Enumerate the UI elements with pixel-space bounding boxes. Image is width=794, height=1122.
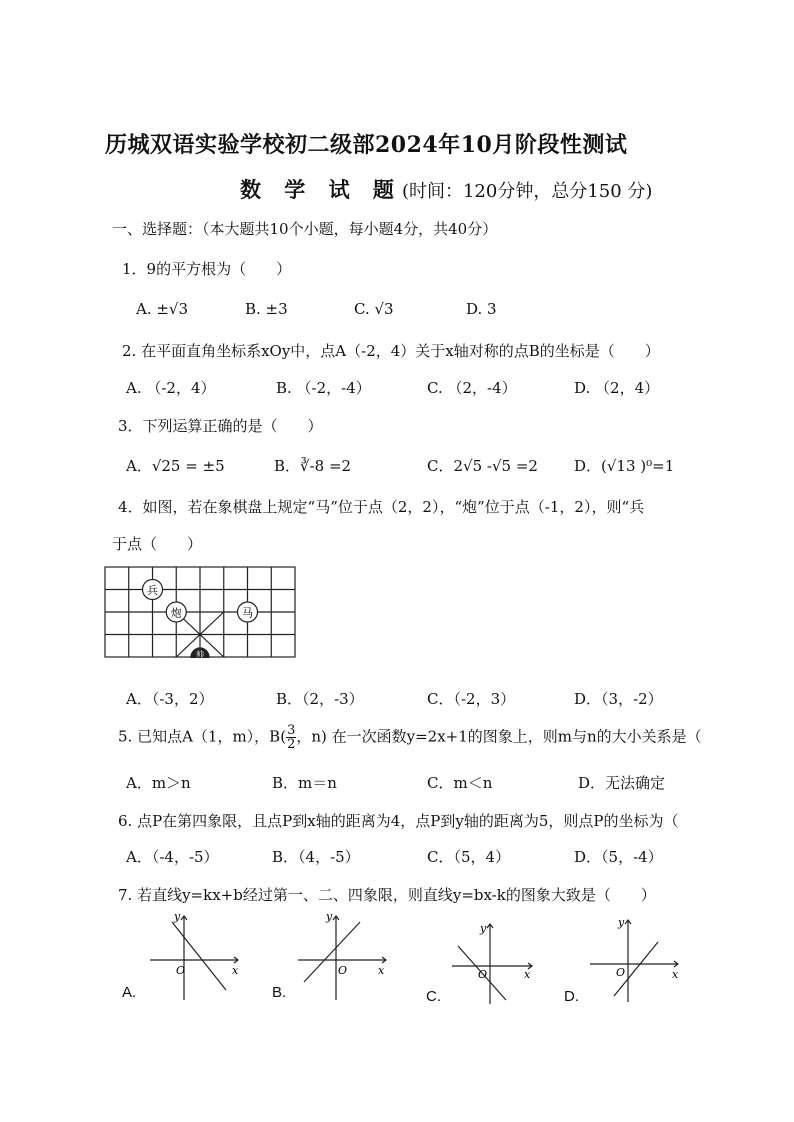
q5-option-d: D．无法确定	[578, 774, 666, 792]
q6-option-c: C．（5，4）	[427, 848, 511, 866]
exam-subtitle	[240, 174, 652, 204]
q7-graph-b-x-label: x	[378, 964, 385, 977]
q2-option-b: B. （-2，-4）	[276, 379, 371, 397]
q7-graph-c-y-label: y	[480, 922, 487, 935]
q5-stem-pre: 5. 已知点A（1，m），B(	[118, 727, 287, 746]
q3-option-c: C．2√5 -√5 =2	[427, 457, 538, 475]
q4-option-d: D．（3，-2）	[574, 690, 663, 708]
q4-option-a: A．（-3，2）	[126, 690, 214, 708]
q7-stem: 7. 若直线y=kx+b经过第一、二、四象限，则直线y=bx-k的图象大致是（ ）	[118, 886, 656, 904]
q1-option-b: B. ±3	[245, 300, 288, 318]
q3-option-a: A．√25 = ±5	[126, 457, 225, 475]
q6-option-a: A．（-4，-5）	[126, 848, 219, 866]
q6-option-b: B．（4，-5）	[272, 848, 360, 866]
q7-option-a: A.	[122, 984, 137, 1001]
q5-fraction-numerator: 3	[287, 723, 296, 738]
piece-ma	[238, 602, 258, 622]
q4-option-c: C．（-2，3）	[427, 690, 516, 708]
piece-bing	[143, 580, 163, 600]
q1-option-d: D. 3	[466, 300, 497, 318]
q5-stem	[118, 724, 702, 751]
q2-option-c: C. （2，-4）	[427, 379, 517, 397]
q1-option-c: C. √3	[354, 300, 394, 318]
piece-pao-label: 炮	[170, 606, 182, 620]
q7-graph-c	[448, 918, 548, 1010]
subject-title: 数 学 试 题	[240, 177, 402, 202]
q3-option-b: B．∛-8 =2	[274, 457, 352, 475]
q1-option-a: A. ±√3	[136, 300, 189, 318]
chess-board-figure	[104, 566, 296, 658]
q7-option-b: B.	[272, 984, 287, 1001]
q2-option-d: D. （2，4）	[574, 379, 660, 397]
q4-stem: 4．如图，若在象棋盘上规定“马”位于点（2，2），“炮”位于点（-1，2），则“兵	[118, 498, 645, 516]
q7-graph-d	[588, 914, 688, 1006]
exam-title: 历城双语实验学校初二级部2024年10月阶段性测试	[105, 132, 628, 158]
q7-graph-b-y-label: y	[326, 910, 333, 923]
q7-graph-c-origin: O	[478, 968, 488, 981]
q7-graph-a-x-label: x	[232, 964, 239, 977]
exam-meta: (时间：120分钟，总分150 分)	[401, 181, 653, 202]
piece-pao	[166, 602, 186, 622]
q7-option-d: D.	[564, 988, 579, 1005]
q3-stem: 3．下列运算正确的是（ ）	[118, 417, 323, 435]
q2-option-a: A. （-2，4）	[126, 379, 216, 397]
q6-stem: 6. 点P在第四象限，且点P到x轴的距离为4，点P到y轴的距离为5，则点P的坐标为（	[118, 812, 679, 830]
q5-option-c: C．m＜n	[427, 774, 493, 792]
q7-graph-b-origin: O	[338, 964, 348, 977]
q7-graph-d-x-label: x	[672, 968, 679, 981]
piece-shuai-label: 帅	[196, 650, 204, 658]
q5-stem-post: ，n) 在一次函数y=2x+1的图象上，则m与n的大小关系是（	[296, 727, 702, 746]
piece-ma-label: 马	[242, 606, 253, 620]
q4-stem-continued: 于点（ ）	[112, 535, 203, 553]
q7-graph-c-x-label: x	[524, 968, 531, 981]
q5-fraction-denominator: 2	[287, 737, 296, 752]
q1-stem: 1．9的平方根为（ ）	[122, 260, 292, 278]
q3-option-d: D．(√13 )⁰=1	[574, 457, 675, 475]
piece-bing-label: 兵	[147, 584, 158, 597]
q6-option-d: D．（5，-4）	[574, 848, 663, 866]
q7-option-c: C.	[426, 988, 441, 1005]
q7-graph-a-y-label: y	[174, 910, 181, 923]
q5-option-b: B．m＝n	[272, 774, 337, 792]
q5-option-a: A．m＞n	[126, 774, 191, 792]
q7-graph-d-y-label: y	[618, 916, 625, 929]
q4-option-b: B．（2，-3）	[276, 690, 364, 708]
q7-graph-d-origin: O	[616, 966, 626, 979]
q7-graph-b	[294, 910, 394, 1002]
q7-graph-a-origin: O	[176, 964, 186, 977]
piece-shuai	[191, 648, 209, 658]
q7-graph-a	[146, 910, 246, 1002]
section-heading: 一、选择题：（本大题共10个小题，每小题4分，共40分）	[112, 220, 498, 238]
q2-stem: 2. 在平面直角坐标系xOy中，点A（-2，4）关于x轴对称的点B的坐标是（ ）	[122, 342, 660, 360]
q5-fraction	[286, 724, 296, 751]
